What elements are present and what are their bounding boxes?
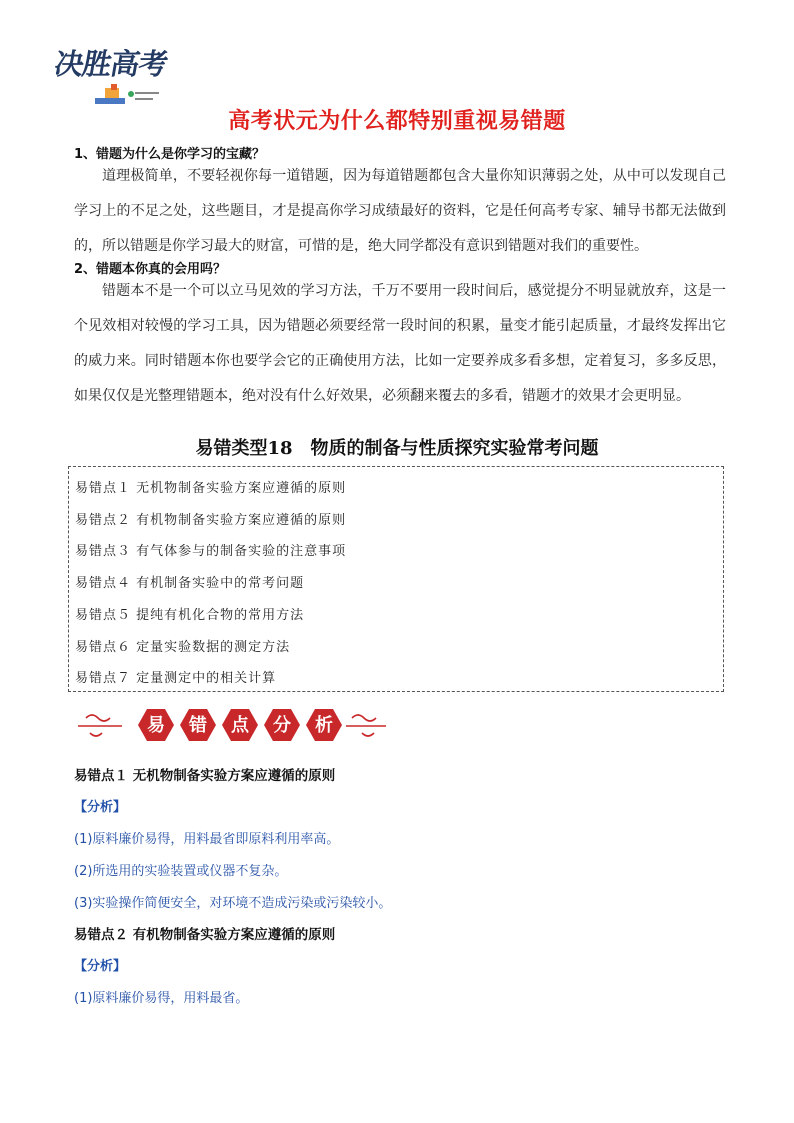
intro-heading-1: 1、错题为什么是你学习的宝藏？ [74,147,266,162]
intro-heading-2: 2、错题本你真的会用吗？ [74,262,227,277]
error-point-item: 易错点１ 无机物制备实验方案应遵循的原则 [75,481,347,496]
error-point-item: 易错点６ 定量实验数据的测定方法 [75,640,291,655]
analysis-item: (3)实验操作简便安全，对环境不造成污染或污染较小。 [74,896,392,911]
error-points-box [68,466,724,692]
banner-left-ornament [78,715,122,736]
page-title: 高考状元为什么都特别重视易错题 [228,109,566,134]
analysis-item: (1)原料廉价易得，用料最省即原料利用率高。 [74,832,340,847]
banner-char: 点 [231,715,249,736]
intro-paragraph-2: 错题本不是一个可以立马见效的学习方法，千万不要用一段时间后，感觉提分不明显就放弃，这是一个见效相对较慢的学习工具，因为错题必须要经常一段时间的积累，量变才能引起质量，才最终发挥出它的威力来。同时错题本你也要学会它的正确使用方法，比如一定要养成多看多想，定着复习，多多反思，如果仅仅是光整理错题本，绝对没有什么好效果，必须翻来覆去的多看，错题才的效果才会更明显。 [74,283,726,404]
logo-text: 决胜高考 [51,47,170,81]
banner-char: 分 [273,715,291,736]
error-point-item: 易错点３ 有气体参与的制备实验的注意事项 [75,544,347,559]
error-point-item: 易错点７ 定量测定中的相关计算 [75,671,277,686]
error-point-item: 易错点４ 有机制备实验中的常考问题 [75,576,305,591]
analysis-tag: 【分析】 [74,959,127,974]
error-point-item: 易错点２ 有机物制备实验方案应遵循的原则 [75,513,347,528]
banner-char: 易 [147,715,165,736]
analysis-item: (1)原料廉价易得，用料最省。 [74,991,249,1006]
banner-char: 错 [189,715,207,736]
analysis-tag: 【分析】 [74,800,127,815]
intro-paragraph-1: 道理极简单，不要轻视你每一道错题，因为每道错题都包含大量你知识薄弱之处，从中可以发现自己学习上的不足之处，这些题目，才是提高你学习成绩最好的资料，它是任何高考专家、辅导书都无法做到的，所以错题是你学习最大的财富，可惜的是，绝大同学都没有意识到错题对我们的重要性。 [74,168,726,254]
detail-heading-1: 易错点１ 无机物制备实验方案应遵循的原则 [74,768,336,784]
detail-heading-2: 易错点２ 有机物制备实验方案应遵循的原则 [74,927,336,943]
analysis-banner [76,700,386,750]
analysis-item: (2)所选用的实验装置或仪器不复杂。 [74,864,288,879]
error-point-item: 易错点５ 提纯有机化合物的常用方法 [75,608,305,623]
banner-char: 析 [315,715,333,736]
banner-right-ornament [346,700,390,750]
section-title: 易错类型18 物质的制备与性质探究实验常考问题 [195,438,599,459]
